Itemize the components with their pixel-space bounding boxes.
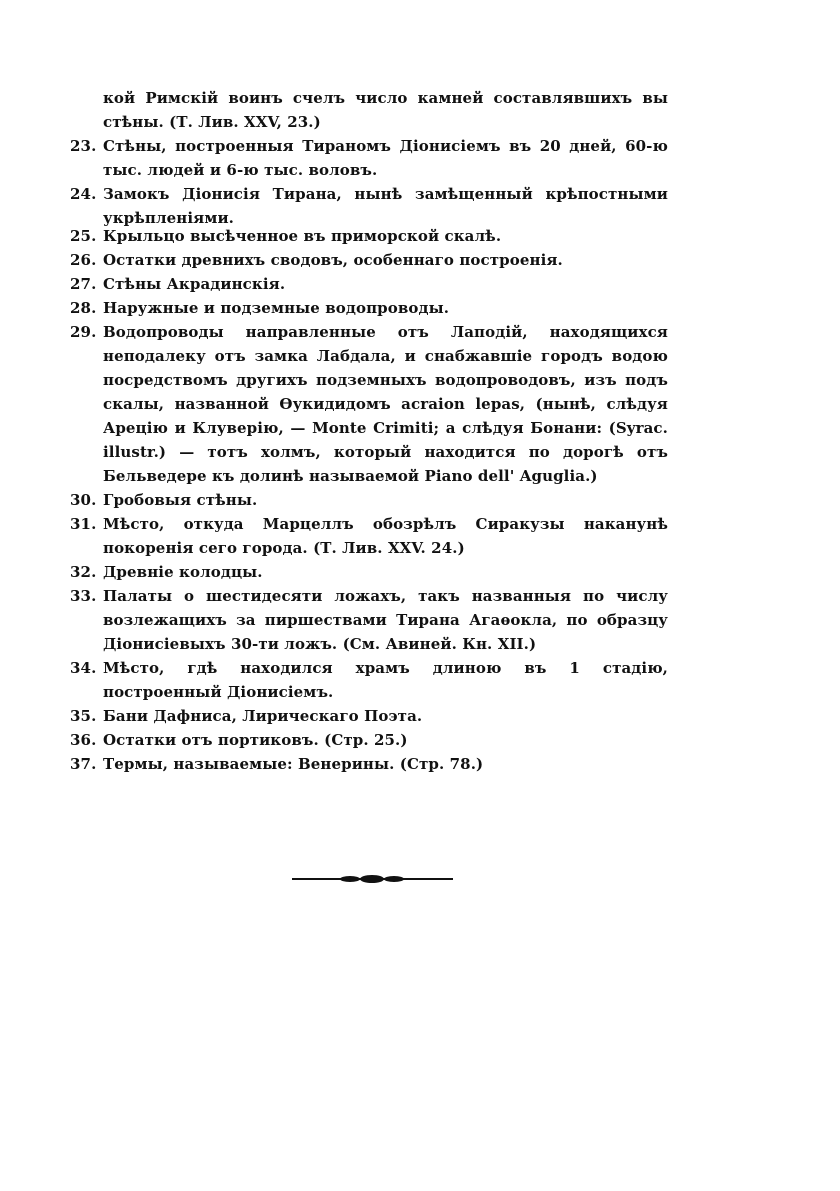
entry-34 [70,656,668,704]
entry-text: Стѣны Акрадинскія. [103,275,286,293]
entry-text: Остатки древнихъ сводовъ, особеннаго построенія. [103,251,563,269]
entry-number: 37. [70,755,97,773]
entry-text: кой Римскій воинъ счелъ число камней составлявшихъ вы стѣны. (Т. Лив. XXV, 23.) [103,89,668,131]
entry-text: Термы, называемые: Венерины. (Стр. 78.) [103,755,484,773]
entry-number: 24. [70,185,97,203]
entry-29 [70,320,668,488]
entry-text: Гробовыя стѣны. [103,491,258,509]
entry-32 [70,560,668,584]
entry-text: Бани Дафниса, Лирическаго Поэта. [103,707,423,725]
entry-24 [70,182,668,230]
entry-continuation [103,86,668,134]
entry-23 [70,134,668,182]
entry-26 [70,248,668,272]
entry-text: Мѣсто, откуда Марцеллъ обозрѣлъ Сиракузы наканунѣ покоренія сего города. (Т. Лив. XXV. 24.) [103,515,668,557]
entry-37 [70,752,668,776]
entry-33 [70,584,668,656]
entry-text: Крыльцо высѣченное въ приморской скалѣ. [103,227,502,245]
ornament-divider [290,873,455,885]
entry-30 [70,488,668,512]
entry-text: Древніе колодцы. [103,563,263,581]
entry-number: 31. [70,515,97,533]
entry-25 [70,224,668,248]
entry-number: 23. [70,137,97,155]
entry-number: 30. [70,491,97,509]
entry-number: 33. [70,587,97,605]
entry-28 [70,296,668,320]
entry-31 [70,512,668,560]
entry-number: 26. [70,251,97,269]
entry-text: Мѣсто, гдѣ находился храмъ длиною въ 1 стадію, построенный Діонисіемъ. [103,659,668,701]
entry-number: 32. [70,563,97,581]
entry-number: 27. [70,275,97,293]
entry-number: 35. [70,707,97,725]
entry-36 [70,728,668,752]
entry-text: Замокъ Діонисія Тирана, нынѣ замѣщенный крѣпостными укрѣпленіями. [103,185,668,227]
entry-number: 25. [70,227,97,245]
entry-number: 29. [70,323,97,341]
entry-27 [70,272,668,296]
entry-number: 34. [70,659,97,677]
entry-text: Палаты о шестидесяти ложахъ, такъ названныя по числу возлежащихъ за пиршествами Тирана Агаѳокла, по образцу Діонисіевыхъ 30-ти ложъ. (См. Авиней. Кн. XII.) [103,587,668,653]
entry-text: Остатки отъ портиковъ. (Стр. 25.) [103,731,408,749]
entry-text: Водопроводы направленные отъ Лаподій, находящихся неподалеку отъ замка Лабдала, и снабжавшіе городъ водою посредствомъ другихъ подземныхъ водопроводовъ, изъ подъ скалы, названной Өукидидомъ acraion lepas, (нынѣ, слѣдуя Арецію и Клуверію, — Monte Crimiti; а слѣдуя Бонани: (Syrac. illustr.) — тотъ холмъ, который находится по дорогѣ отъ Бельведере къ долинѣ называемой Piano dell' Aguglia.) [103,323,668,485]
entry-35 [70,704,668,728]
entry-number: 28. [70,299,97,317]
entry-text: Стѣны, построенныя Тираномъ Діонисіемъ въ 20 дней, 60-ю тыс. людей и 6-ю тыс. воловъ. [103,137,668,179]
entry-text: Наружные и подземные водопроводы. [103,299,450,317]
entry-number: 36. [70,731,97,749]
